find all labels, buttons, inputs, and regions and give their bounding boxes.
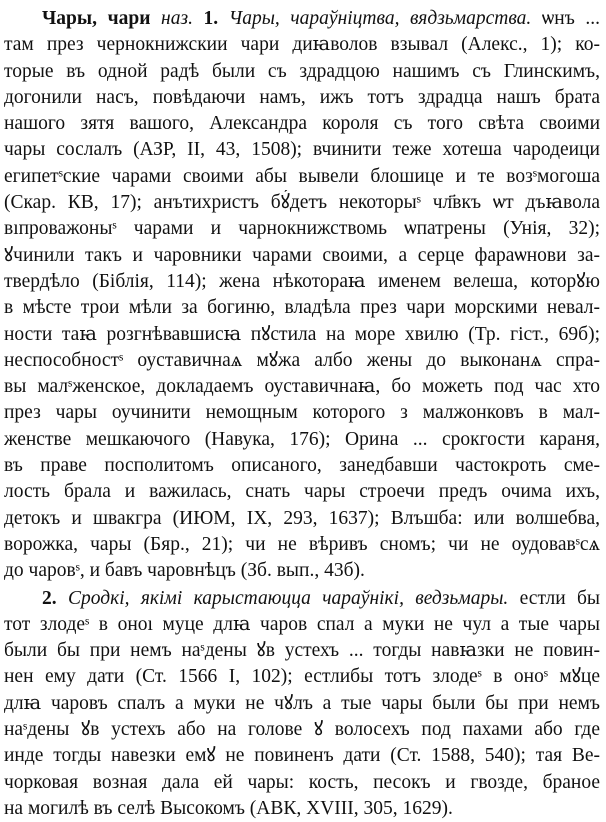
text-line: инде тогды навезки емꙋ не повиненъ дати (Ст. 1588, 540); тая Ве- xyxy=(4,745,600,767)
sense-2-paragraph xyxy=(4,586,600,822)
text-line: на могилѣ въ селѣ Высокомъ (АВК, XVIII, 305, 1629). xyxy=(4,797,453,819)
text-line: чорковая возная дала ей чары: кость, песокъ и гвозде, браное xyxy=(4,771,600,793)
text-line: чары сослалъ (АЗР, II, 43, 1508); вчинити теже хотеша чародеици xyxy=(4,139,600,161)
text-line: ности таꙗ розгнѣвавшисꙗ пꙋстила на море хвилю (Тр. гіст., 69б); xyxy=(4,323,600,345)
text-line: наˢдены ꙋв устехъ або на голове ꙋ волосехъ под пахами або где xyxy=(4,719,600,741)
sense-1-line-0: ѡнъ ... xyxy=(541,8,600,29)
text-line: неспособностˢ оуставичнаѧ мꙋжа албо жены до выконанѧ спра- xyxy=(4,349,600,371)
text-line: догонили насъ, повѣдаючи намъ, ижъ тотъ здрадца нашъ брата xyxy=(4,86,600,108)
headword: Чары, чари xyxy=(42,8,151,29)
sense-1-paragraph xyxy=(4,6,600,585)
text-line xyxy=(4,6,600,32)
sense-2-number: 2. xyxy=(42,587,57,609)
text-line: (Скар. КВ, 17); анътихристъ бꙋ́детъ некоторыˢ чл҃вкъ ѡт дъꙗвола xyxy=(4,192,600,214)
text-line: были бы при немъ наˢдены ꙋв устехъ ... тогды навꙗзки не повин- xyxy=(4,640,600,662)
text-line: ворожка, чары (Бяр., 21); чи не вѣривъ сномъ; чи не оудовавˢсѧ xyxy=(4,533,600,555)
text-line: там през чернокнижскии чари диꙗволов взывал (Алекс., 1); ко- xyxy=(4,34,600,56)
sense-2-line-0: естли бы xyxy=(519,587,600,609)
sense-1-number: 1. xyxy=(203,8,219,29)
text-line: длꙗ чаровъ спалъ а муки не чꙋлъ а тые чары были бы при немъ xyxy=(4,692,600,714)
sense-2-definition: Сродкі, якімі карыстаюцца чараўнікі, ведзьмары. xyxy=(67,587,509,609)
text-line: нашого зятя вашого, Александра короля съ того свѣта своими xyxy=(4,113,600,135)
text-line: вıпроважоныˢ чарами и чарнокнижствомь ѡпатрены (Унія, 32); xyxy=(4,218,600,240)
text-line: тот злодеˢ в оноı муце длꙗ чаров спал а муки не чул а тые чары xyxy=(4,613,600,635)
sense-1-definition: Чары, чараўніцтва, вядзьмарства. xyxy=(228,8,532,29)
text-line: в мѣсте трои мѣли за богиню, владѣла през чари морскими невал- xyxy=(4,297,600,319)
text-line: лость брала и важилась, снать чары строечи предъ очима ихъ, xyxy=(4,481,600,503)
text-line xyxy=(4,586,600,612)
text-line: въ праве посполитомъ описаного, занедбавши частокроть сме- xyxy=(4,455,600,477)
text-line: през чары оучинити немощным которого з малжонковъ в мал- xyxy=(4,402,600,424)
text-line: твердѣло (Біблія, 114); жена нѣкотораꙗ именем велеша, которꙋю xyxy=(4,270,600,292)
text-line: нен ему дати (Ст. 1566 I, 102); естлибы тотъ злодеˢ в оноˢ мꙋце xyxy=(4,666,600,688)
text-line: египетˢские чарами своими абы вывели блошице и те возˢмогоша xyxy=(4,165,600,187)
text-line: до чаровˢ, и бавъ чаровнѣцъ (Зб. вып., 43б). xyxy=(4,560,365,582)
part-of-speech: наз. xyxy=(161,8,193,29)
text-line: ꙋчинили такъ и чаровники чарами своими, а серце фараѡнови за- xyxy=(4,244,600,266)
text-line: вы малˢженское, докладаемъ оуставичнаꙗ, бо можеть под час хто xyxy=(4,376,600,398)
text-line: женстве мешкаючого (Навука, 176); Орина ... срокгости караня, xyxy=(4,428,600,450)
text-line: торые въ одной радѣ были съ здрадцою нашимъ съ Глинскимъ, xyxy=(4,60,600,82)
text-line: детокъ и швакгра (ИЮМ, IX, 293, 1637); Влъшба: или волшебва, xyxy=(4,507,600,529)
